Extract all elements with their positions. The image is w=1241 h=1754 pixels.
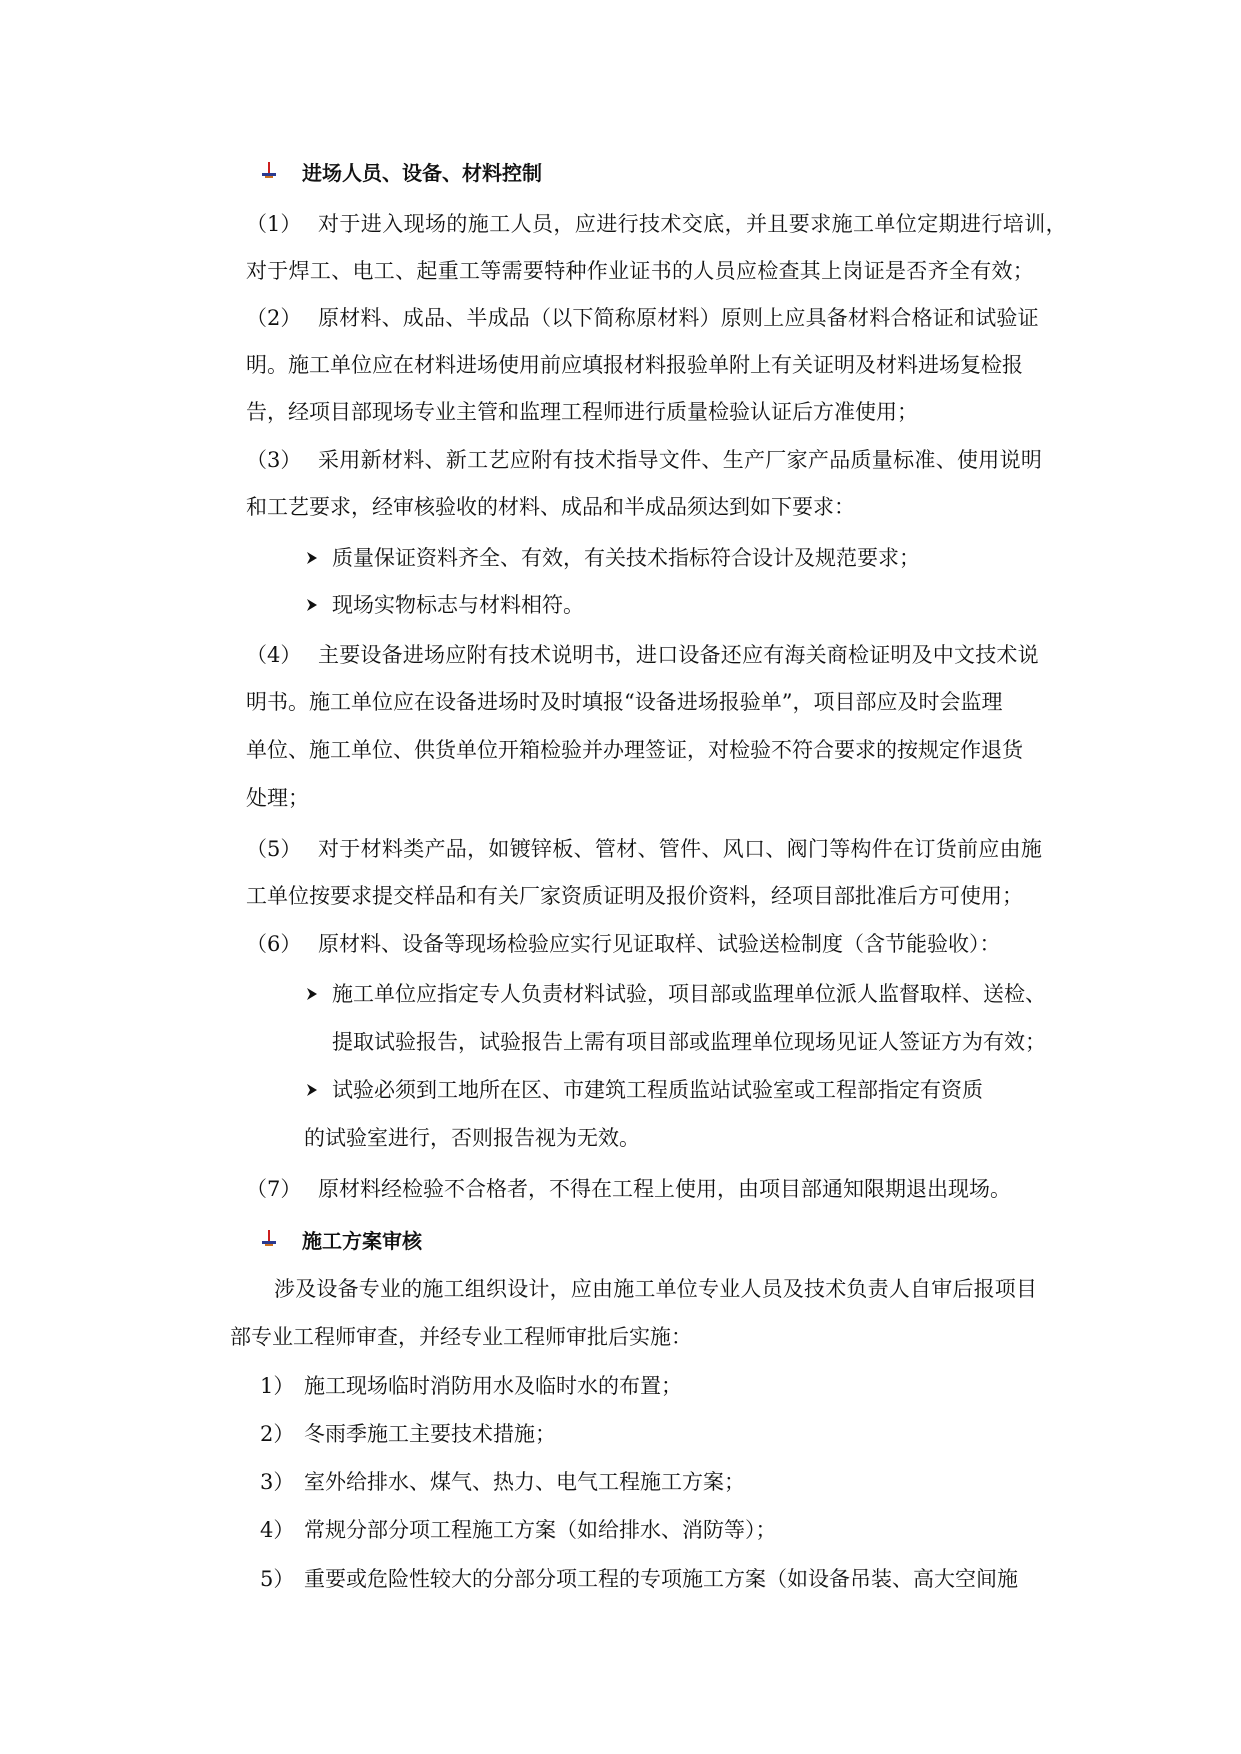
item-number: （5） [246, 837, 302, 861]
paragraph-line: 原材料、成品、半成品（以下简称原材料）原则上应具备材料合格证和试验证 [318, 306, 1039, 330]
list-number: 3） [260, 1470, 295, 1494]
paragraph-line: 原材料经检验不合格者，不得在工程上使用，由项目部通知限期退出现场。 [318, 1177, 1011, 1201]
paragraph-line: 明书。施工单位应在设备进场时及时填报“设备进场报验单”，项目部应及时会监理 [246, 690, 1003, 714]
paragraph-line: 对于进入现场的施工人员，应进行技术交底，并且要求施工单位定期进行培训， [318, 212, 1067, 236]
list-number: 4） [260, 1518, 295, 1542]
list-item: 重要或危险性较大的分部分项工程的专项施工方案（如设备吊装、高大空间施 [304, 1567, 1018, 1591]
bullet-line: 质量保证资料齐全、有效，有关技术指标符合设计及规范要求； [332, 546, 920, 570]
paragraph-line: 单位、施工单位、供货单位开箱检验并办理签证，对检验不符合要求的按规定作退货 [246, 738, 1023, 762]
paragraph-line: 告，经项目部现场专业主管和监理工程师进行质量检验认证后方准使用； [246, 400, 918, 424]
bullet-arrow-icon [306, 598, 318, 612]
paragraph-line: 采用新材料、新工艺应附有技术指导文件、生产厂家产品质量标准、使用说明 [318, 448, 1043, 472]
section-heading: 施工方案审核 [302, 1229, 422, 1253]
paragraph-line: 处理； [246, 786, 309, 810]
bullet-arrow-icon [306, 1083, 318, 1097]
paragraph-line: 对于焊工、电工、起重工等需要特种作业证书的人员应检查其上岗证是否齐全有效； [246, 259, 1035, 283]
item-number: （3） [246, 448, 302, 472]
item-number: （7） [246, 1177, 302, 1201]
list-number: 1） [260, 1374, 295, 1398]
bullet-arrow-icon [306, 551, 318, 565]
bullet-arrow-icon [306, 987, 318, 1001]
item-number: （4） [246, 643, 302, 667]
paragraph-line: 对于材料类产品，如镀锌板、管材、管件、风口、阀门等构件在订货前应由施 [318, 837, 1043, 861]
list-item: 室外给排水、煤气、热力、电气工程施工方案； [304, 1470, 745, 1494]
paragraph-line: 涉及设备专业的施工组织设计，应由施工单位专业人员及技术负责人自审后报项目 [274, 1277, 1038, 1301]
paragraph-line: 主要设备进场应附有技术说明书，进口设备还应有海关商检证明及中文技术说 [318, 643, 1039, 667]
bullet-line: 试验必须到工地所在区、市建筑工程质监站试验室或工程部指定有资质 [332, 1078, 983, 1102]
bullet-line: 提取试验报告，试验报告上需有项目部或监理单位现场见证人签证方为有效； [332, 1030, 1046, 1054]
list-item: 常规分部分项工程施工方案（如给排水、消防等）； [304, 1518, 777, 1542]
paragraph-line: 原材料、设备等现场检验应实行见证取样、试验送检制度（含节能验收）： [318, 932, 1001, 956]
item-number: （1） [246, 212, 302, 236]
paragraph-line: 工单位按要求提交样品和有关厂家资质证明及报价资料，经项目部批准后方可使用； [246, 884, 1023, 908]
bullet-line: 的试验室进行，否则报告视为无效。 [304, 1126, 640, 1150]
paragraph-line: 和工艺要求，经审核验收的材料、成品和半成品须达到如下要求： [246, 495, 855, 519]
paragraph-line: 部专业工程师审查，并经专业工程师审批后实施： [230, 1325, 692, 1349]
list-number: 5） [260, 1567, 295, 1591]
list-item: 冬雨季施工主要技术措施； [304, 1422, 556, 1446]
list-item: 施工现场临时消防用水及临时水的布置； [304, 1374, 682, 1398]
section-marker-icon [262, 162, 276, 180]
section-heading: 进场人员、设备、材料控制 [302, 161, 542, 185]
item-number: （2） [246, 306, 302, 330]
list-number: 2） [260, 1422, 295, 1446]
paragraph-line: 明。施工单位应在材料进场使用前应填报材料报验单附上有关证明及材料进场复检报 [246, 353, 1023, 377]
item-number: （6） [246, 932, 302, 956]
bullet-line: 现场实物标志与材料相符。 [332, 593, 584, 617]
bullet-line: 施工单位应指定专人负责材料试验，项目部或监理单位派人监督取样、送检、 [332, 982, 1046, 1006]
section-marker-icon [262, 1230, 276, 1248]
